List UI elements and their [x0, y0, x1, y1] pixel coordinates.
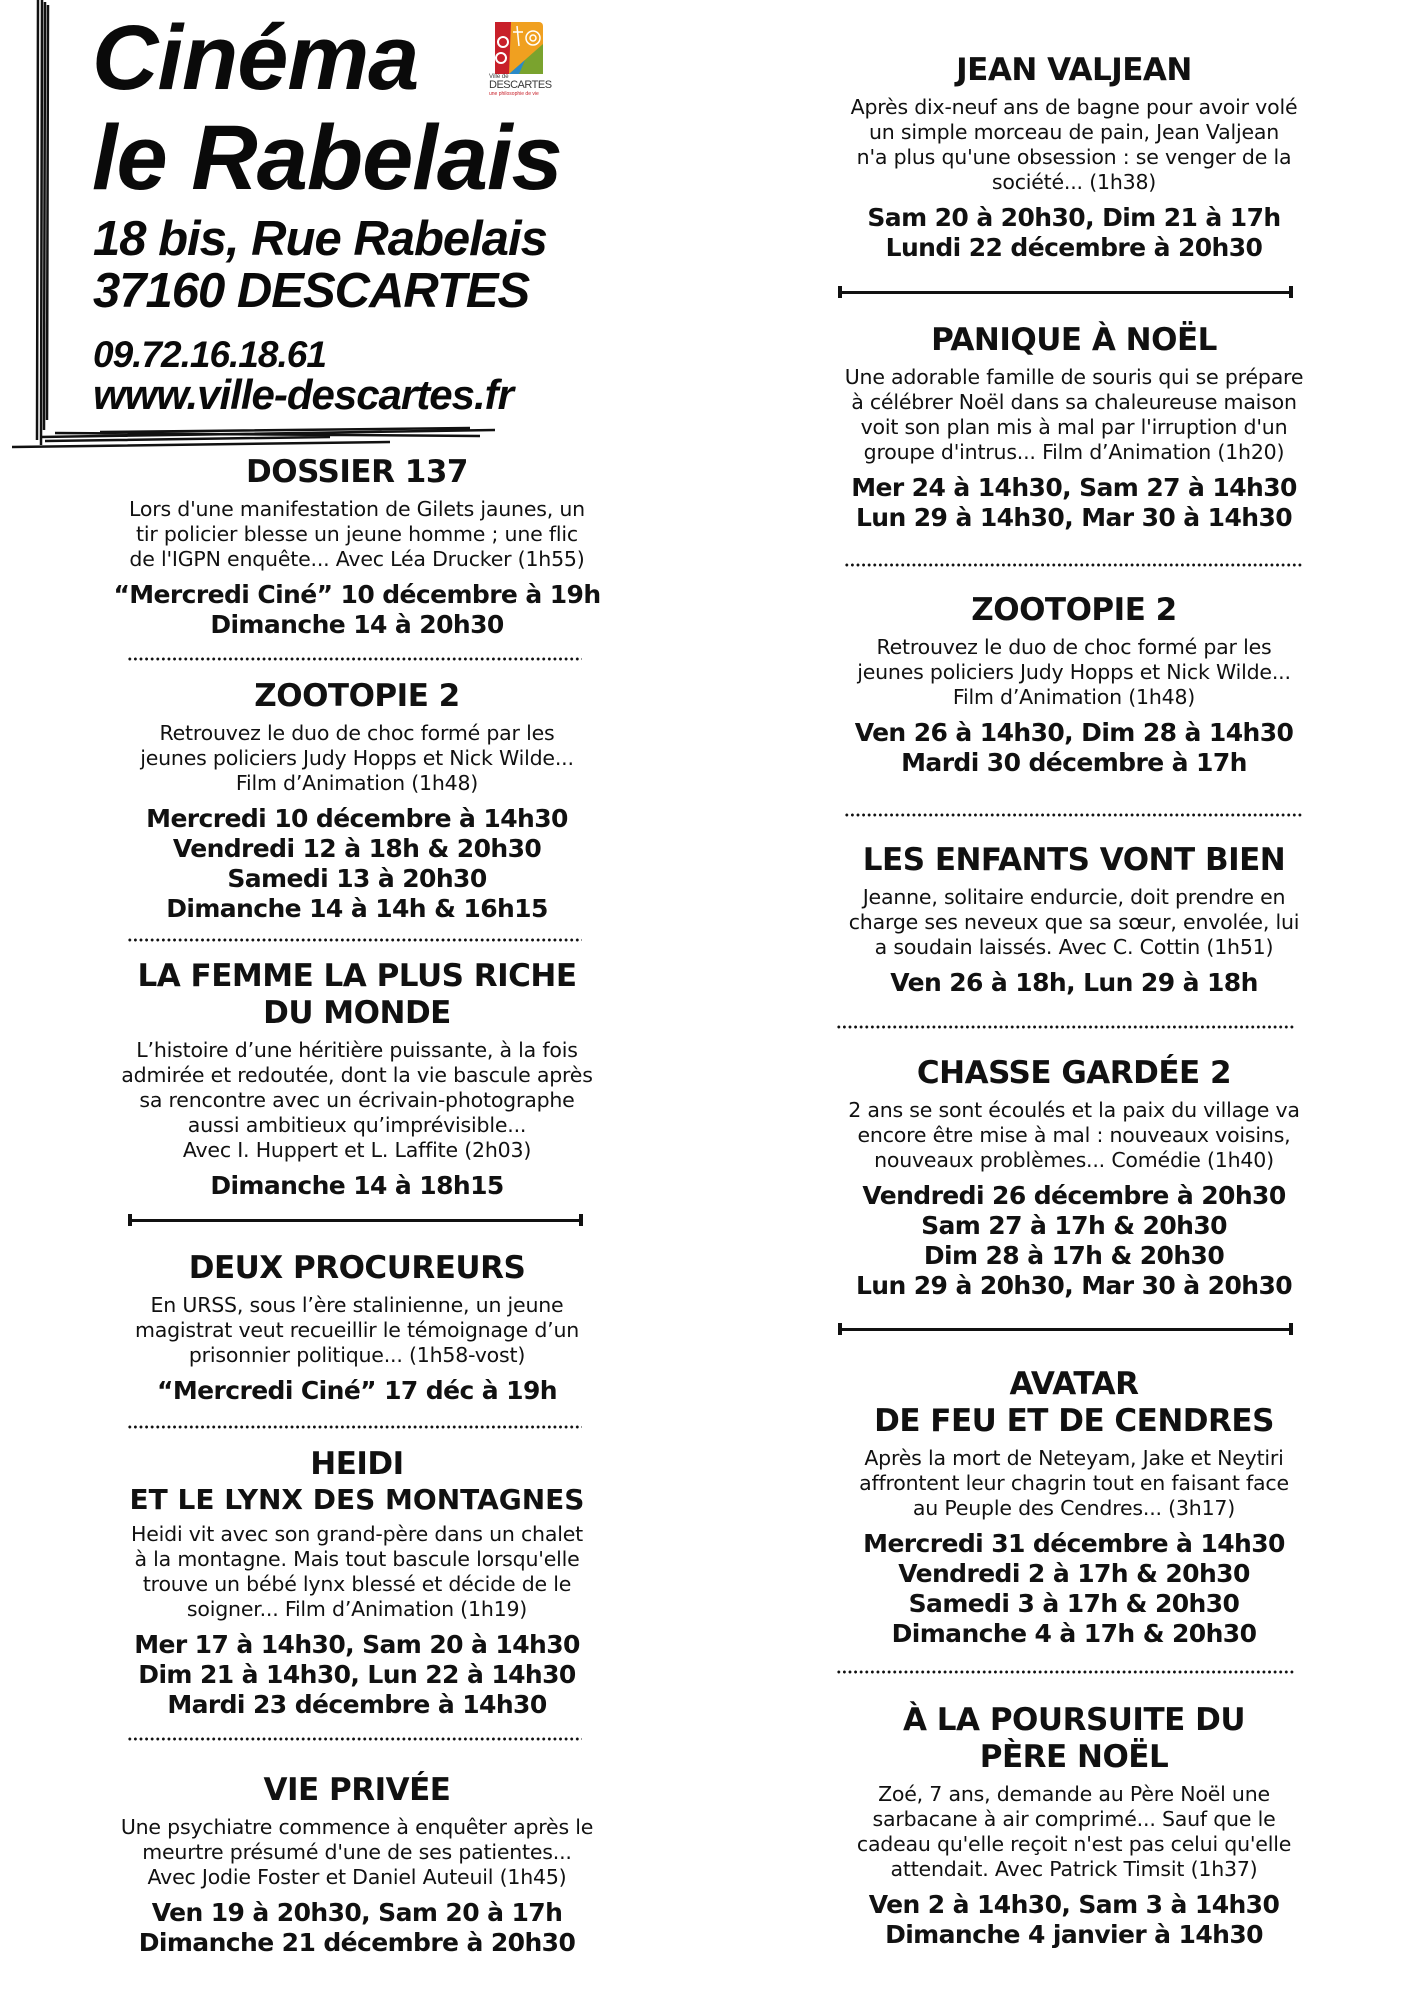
film-title: DEUX PROCUREURS [188, 1250, 526, 1286]
address-city: 37160 DESCARTES [93, 264, 530, 318]
film-synopsis [754, 1782, 1394, 1882]
synopsis-line: de l'IGPN enquête... Avec Léa Drucker (1h55) [129, 547, 585, 571]
synopsis-line: En URSS, sous l’ère stalinienne, un jeune [150, 1293, 564, 1317]
film-avatar [754, 1366, 1394, 1649]
dotted-separator [844, 562, 1302, 568]
logo-descartes-text: DESCARTES [489, 79, 552, 91]
synopsis-line: attendait. Avec Patrick Timsit (1h37) [890, 1857, 1258, 1881]
film-title: CHASSE GARDÉE 2 [916, 1055, 1232, 1091]
showtime-line: Mercredi 10 décembre à 14h30 [146, 804, 568, 833]
dotted-separator [836, 1024, 1294, 1030]
dotted-separator [127, 937, 582, 943]
logo-tagline-text: une philosophie de vie [489, 91, 539, 97]
film-showtimes [754, 1890, 1394, 1950]
solid-separator [838, 1323, 1293, 1335]
showtime-line: Ven 26 à 14h30, Dim 28 à 14h30 [854, 718, 1294, 747]
showtime-line: “Mercredi Ciné” 17 déc à 19h [157, 1376, 557, 1405]
film-showtimes [37, 1630, 677, 1720]
synopsis-line: charge ses neveux que sa sœur, envolée, lui [848, 910, 1300, 934]
film-synopsis [37, 1038, 677, 1163]
showtime-line: Dimanche 4 à 17h & 20h30 [891, 1619, 1257, 1648]
film-subtitle: PÈRE NOËL [979, 1739, 1169, 1775]
film-synopsis [754, 635, 1394, 710]
synopsis-line: meurtre présumé d'une de ses patientes... [142, 1840, 572, 1864]
showtime-line: Mardi 23 décembre à 14h30 [167, 1690, 547, 1719]
film-showtimes [37, 1171, 677, 1201]
synopsis-line: nouveaux problèmes... Comédie (1h40) [874, 1148, 1274, 1172]
synopsis-line: Avec I. Huppert et L. Laffite (2h03) [182, 1138, 532, 1162]
film-panique-a-noel [754, 322, 1394, 533]
film-showtimes [37, 804, 677, 924]
synopsis-line: à célébrer Noël dans sa chaleureuse maison [851, 390, 1297, 414]
dotted-separator [127, 1736, 582, 1742]
website-link[interactable]: www.ville-descartes.fr [93, 371, 513, 418]
dotted-separator [127, 656, 582, 662]
film-title: LA FEMME LA PLUS RICHE [137, 958, 577, 994]
showtime-line: Mardi 30 décembre à 17h [901, 748, 1247, 777]
showtime-line: Dim 21 à 14h30, Lun 22 à 14h30 [138, 1660, 576, 1689]
showtime-line: Dim 28 à 17h & 20h30 [923, 1241, 1225, 1270]
film-synopsis [37, 1815, 677, 1890]
film-la-femme-la-plus-riche [37, 958, 677, 1201]
synopsis-line: Après la mort de Neteyam, Jake et Neytiri [864, 1446, 1284, 1470]
descartes-logo-emblem [489, 22, 547, 80]
film-jean-valjean [754, 52, 1394, 263]
showtime-line: Lundi 22 décembre à 20h30 [885, 233, 1263, 262]
film-showtimes [754, 968, 1394, 998]
film-subtitle: DE FEU ET DE CENDRES [874, 1403, 1274, 1439]
synopsis-line: jeunes policiers Judy Hopps et Nick Wilde... [140, 746, 574, 770]
phone-number[interactable]: 09.72.16.18.61 [93, 334, 326, 375]
film-subtitle: DU MONDE [263, 995, 451, 1031]
film-title: HEIDI [310, 1446, 404, 1482]
showtime-line: Mercredi 31 décembre à 14h30 [863, 1529, 1285, 1558]
film-title: VIE PRIVÉE [263, 1772, 451, 1808]
synopsis-line: magistrat veut recueillir le témoignage d’un [134, 1318, 580, 1342]
film-a-la-poursuite-du-pere-noel [754, 1702, 1394, 1950]
synopsis-line: a soudain laissés. Avec C. Cottin (1h51) [874, 935, 1274, 959]
synopsis-line: sarbacane à air comprimé... Sauf que le [872, 1807, 1276, 1831]
film-title: À LA POURSUITE DU [903, 1702, 1245, 1738]
synopsis-line: n'a plus qu'une obsession : se venger de la [856, 145, 1292, 169]
showtime-line: “Mercredi Ciné” 10 décembre à 19h [113, 580, 601, 609]
showtime-line: Sam 27 à 17h & 20h30 [921, 1211, 1227, 1240]
synopsis-line: à la montagne. Mais tout bascule lorsqu'elle [134, 1547, 580, 1571]
film-title: JEAN VALJEAN [956, 52, 1192, 88]
synopsis-line: sa rencontre avec un écrivain-photographe [139, 1088, 575, 1112]
dotted-separator [836, 1669, 1294, 1675]
synopsis-line: Retrouvez le duo de choc formé par les [159, 721, 555, 745]
film-synopsis [754, 365, 1394, 465]
film-showtimes [754, 1181, 1394, 1301]
synopsis-line: Retrouvez le duo de choc formé par les [876, 635, 1272, 659]
film-deux-procureurs [37, 1250, 677, 1406]
film-synopsis [37, 497, 677, 572]
synopsis-line: Jeanne, solitaire endurcie, doit prendre en [862, 885, 1286, 909]
film-synopsis [754, 885, 1394, 960]
synopsis-line: Une adorable famille de souris qui se prépare [844, 365, 1304, 389]
film-synopsis [754, 95, 1394, 195]
synopsis-line: Lors d'une manifestation de Gilets jaunes, un [129, 497, 585, 521]
synopsis-line: Une psychiatre commence à enquêter après le [120, 1815, 594, 1839]
film-title: PANIQUE À NOËL [931, 322, 1217, 358]
film-title: ZOOTOPIE 2 [254, 678, 460, 714]
synopsis-line: tir policier blesse un jeune homme ; une flic [136, 522, 578, 546]
film-showtimes [37, 580, 677, 640]
film-les-enfants-vont-bien [754, 842, 1394, 998]
cinema-title-line1: Cinéma [92, 7, 419, 109]
logo-ville-de-text: Ville de [489, 74, 509, 80]
synopsis-line: société... (1h38) [991, 170, 1157, 194]
film-synopsis [754, 1446, 1394, 1521]
synopsis-line: L’histoire d’une héritière puissante, à la fois [136, 1038, 578, 1062]
showtime-line: Vendredi 26 décembre à 20h30 [862, 1181, 1286, 1210]
film-subtitle: ET LE LYNX DES MONTAGNES [129, 1483, 585, 1516]
film-vie-privee [37, 1772, 677, 1958]
synopsis-line: prisonnier politique... (1h58-vost) [188, 1343, 526, 1367]
film-synopsis [37, 1293, 677, 1368]
film-dossier-137 [37, 454, 677, 640]
showtime-line: Lun 29 à 14h30, Mar 30 à 14h30 [855, 503, 1293, 532]
dotted-separator [127, 1424, 582, 1430]
film-showtimes [754, 718, 1394, 778]
address-street: 18 bis, Rue Rabelais [93, 212, 547, 266]
synopsis-line: affrontent leur chagrin tout en faisant face [859, 1471, 1289, 1495]
film-title: LES ENFANTS VONT BIEN [862, 842, 1286, 878]
synopsis-line: Zoé, 7 ans, demande au Père Noël une [878, 1782, 1270, 1806]
showtime-line: Ven 2 à 14h30, Sam 3 à 14h30 [868, 1890, 1280, 1919]
synopsis-line: aussi ambitieux qu’imprévisible... [187, 1113, 527, 1137]
film-synopsis [754, 1098, 1394, 1173]
showtime-line: Dimanche 14 à 20h30 [210, 610, 504, 639]
film-zootopie-2 [37, 678, 677, 924]
film-showtimes [754, 473, 1394, 533]
synopsis-line: Avec Jodie Foster et Daniel Auteuil (1h45) [147, 1865, 567, 1889]
film-showtimes [754, 1529, 1394, 1649]
film-synopsis [37, 1522, 677, 1622]
synopsis-line: cadeau qu'elle reçoit n'est pas celui qu'elle [856, 1832, 1292, 1856]
showtime-line: Sam 20 à 20h30, Dim 21 à 17h [867, 203, 1281, 232]
synopsis-line: Film d’Animation (1h48) [235, 771, 479, 795]
showtime-line: Ven 19 à 20h30, Sam 20 à 17h [151, 1898, 563, 1927]
showtime-line: Lun 29 à 20h30, Mar 30 à 20h30 [855, 1271, 1293, 1300]
synopsis-line: voit son plan mis à mal par l'irruption d'un [860, 415, 1288, 439]
showtime-line: Dimanche 21 décembre à 20h30 [138, 1928, 576, 1957]
synopsis-line: au Peuple des Cendres... (3h17) [912, 1496, 1236, 1520]
showtime-line: Dimanche 14 à 14h & 16h15 [166, 894, 548, 923]
descartes-logo [489, 22, 552, 102]
synopsis-line: un simple morceau de pain, Jean Valjean [868, 120, 1280, 144]
film-title: DOSSIER 137 [246, 454, 468, 490]
film-title: ZOOTOPIE 2 [971, 592, 1177, 628]
synopsis-line: encore être mise à mal : nouveaux voisins, [857, 1123, 1291, 1147]
synopsis-line: Après dix-neuf ans de bagne pour avoir volé [850, 95, 1298, 119]
showtime-line: Ven 26 à 18h, Lun 29 à 18h [890, 968, 1258, 997]
film-title: AVATAR [1009, 1366, 1139, 1402]
synopsis-line: Film d’Animation (1h48) [952, 685, 1196, 709]
film-zootopie-2-right [754, 592, 1394, 778]
showtime-line: Mer 17 à 14h30, Sam 20 à 14h30 [134, 1630, 580, 1659]
film-heidi [37, 1446, 677, 1720]
synopsis-line: jeunes policiers Judy Hopps et Nick Wilde... [857, 660, 1291, 684]
film-showtimes [37, 1898, 677, 1958]
showtime-line: Dimanche 14 à 18h15 [210, 1171, 504, 1200]
synopsis-line: Heidi vit avec son grand-père dans un chalet [131, 1522, 583, 1546]
showtime-line: Mer 24 à 14h30, Sam 27 à 14h30 [851, 473, 1297, 502]
showtime-line: Vendredi 2 à 17h & 20h30 [898, 1559, 1250, 1588]
film-synopsis [37, 721, 677, 796]
synopsis-line: admirée et redoutée, dont la vie bascule après [121, 1063, 593, 1087]
showtime-line: Samedi 3 à 17h & 20h30 [908, 1589, 1240, 1618]
synopsis-line: trouve un bébé lynx blessé et décide de le [142, 1572, 572, 1596]
film-showtimes [37, 1376, 677, 1406]
solid-separator [128, 1214, 583, 1226]
film-showtimes [754, 203, 1394, 263]
solid-separator [838, 286, 1293, 298]
showtime-line: Samedi 13 à 20h30 [227, 864, 487, 893]
film-chasse-gardee-2 [754, 1055, 1394, 1301]
synopsis-line: groupe d'intrus... Film d’Animation (1h20) [863, 440, 1285, 464]
showtime-line: Vendredi 12 à 18h & 20h30 [172, 834, 542, 863]
synopsis-line: soigner... Film d’Animation (1h19) [186, 1597, 528, 1621]
synopsis-line: 2 ans se sont écoulés et la paix du village va [848, 1098, 1300, 1122]
cinema-title-line2: le Rabelais [92, 107, 562, 209]
dotted-separator [844, 812, 1302, 818]
showtime-line: Dimanche 4 janvier à 14h30 [885, 1920, 1263, 1949]
